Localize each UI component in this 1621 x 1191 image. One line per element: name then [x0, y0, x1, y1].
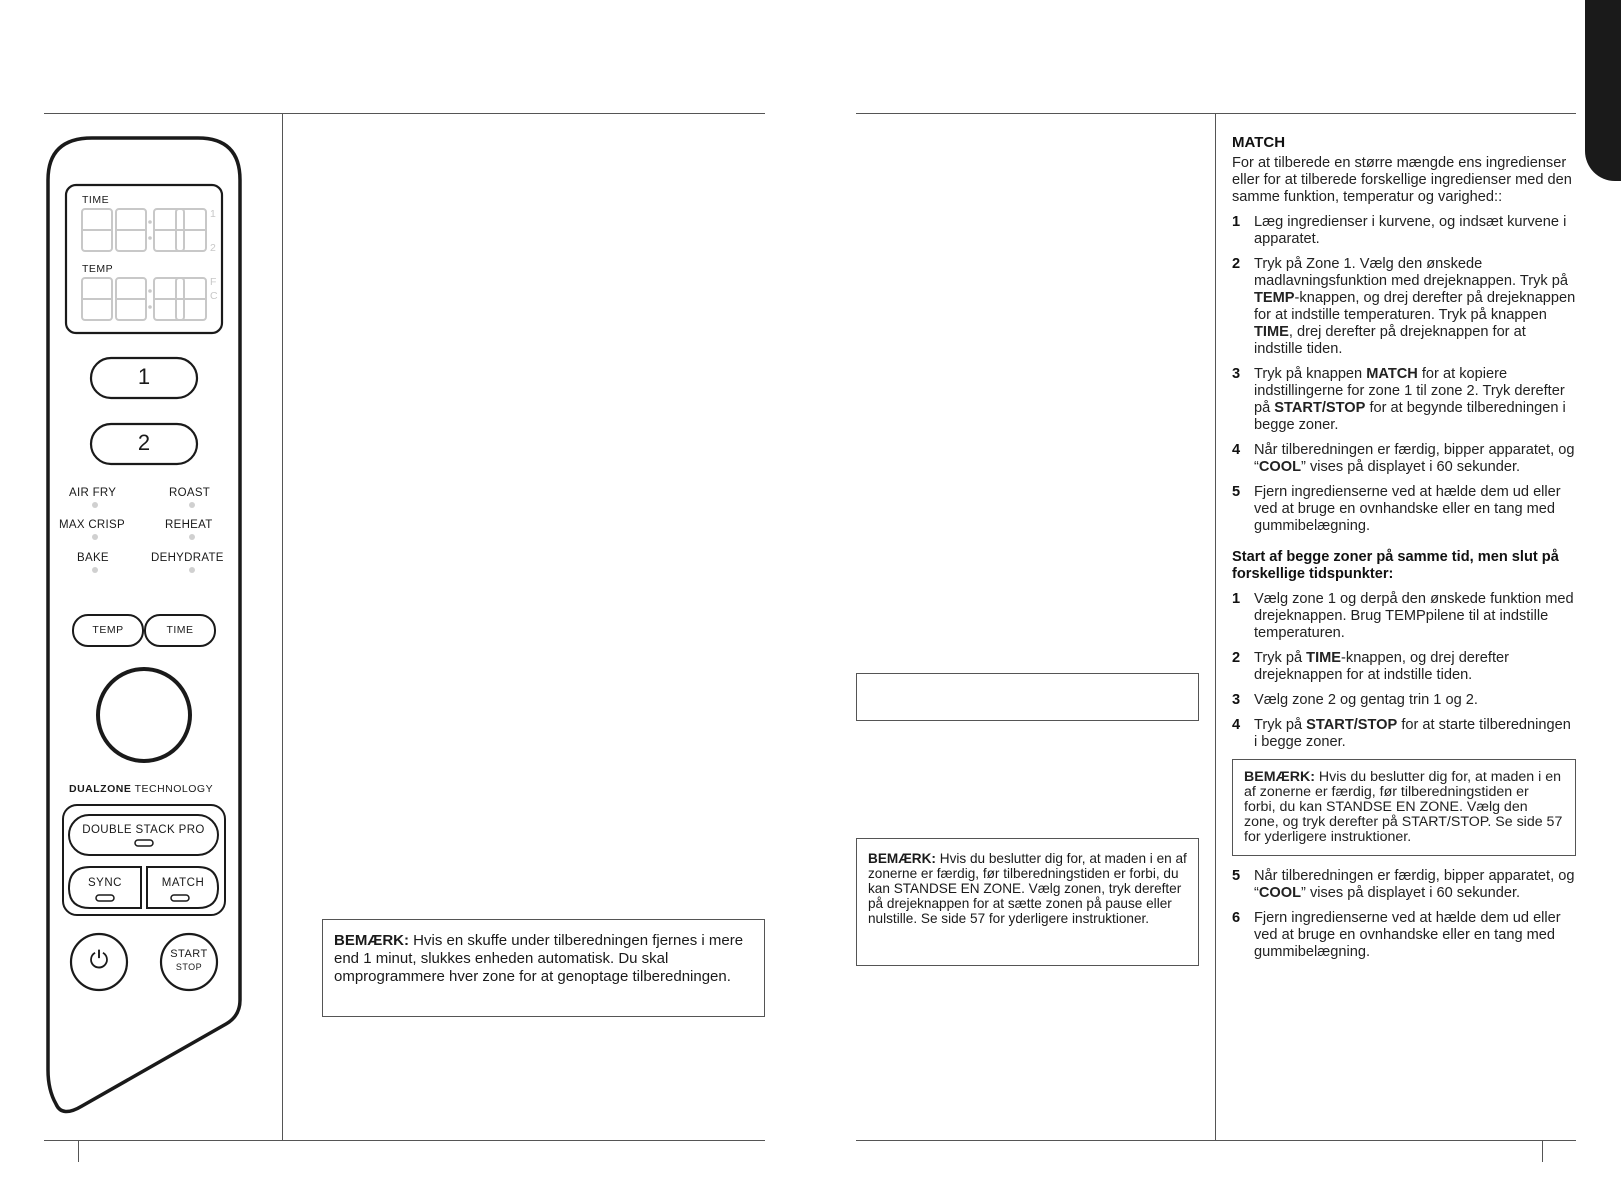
- stop-zone-note: [856, 838, 1199, 966]
- function-roast: ROAST: [169, 487, 211, 499]
- zone1-button-label: 1: [137, 364, 151, 389]
- sync-button-label: SYNC: [88, 877, 122, 889]
- temp-button-label: TEMP: [92, 624, 124, 636]
- staggered-subheading: Start af begge zoner på samme tid, men slut på forskellige tidspunkter:: [1232, 549, 1559, 582]
- dualzone-brand: [69, 783, 213, 795]
- step-number: 5: [1232, 868, 1241, 884]
- step-text-part: ” vises på displayet i 60 sekunder.: [1301, 459, 1521, 475]
- step-text-part: for at kopiere indstillingerne for zone 1 til zone 2. Tryk derefter på: [1254, 366, 1565, 416]
- match-button-label: MATCH: [161, 877, 205, 889]
- staggered-step: [1232, 591, 1576, 642]
- step-text-part: Vælg zone 1 og derpå den ønskede funktion med drejeknappen. Brug TEMPpilene til at indstille temperaturen.: [1254, 591, 1574, 641]
- stop-zone-note-right: [1232, 759, 1576, 856]
- match-step: [1232, 214, 1576, 248]
- step-bold: TEMP: [1254, 290, 1295, 306]
- match-step: [1232, 484, 1576, 535]
- step-text-part: , drej derefter på drejeknappen for at indstille tiden.: [1254, 324, 1526, 357]
- stop-label: STOP: [175, 962, 203, 972]
- note-label: BEMÆRK:: [868, 851, 936, 866]
- display-temp-label: TEMP: [82, 263, 114, 275]
- step-bold: COOL: [1258, 459, 1302, 475]
- step-text-part: Tryk på knappen: [1254, 366, 1367, 382]
- crop-mark-left: [78, 1140, 79, 1162]
- step-number: 2: [1232, 650, 1241, 666]
- step-number: 3: [1232, 692, 1241, 708]
- display-unit-f: F: [210, 276, 217, 288]
- column-divider-left: [282, 113, 283, 1141]
- match-title: MATCH: [1232, 134, 1286, 151]
- crop-mark-right: [1542, 1140, 1543, 1162]
- step-text: [1254, 717, 1576, 751]
- double-stack-pro-label: DOUBLE STACK PRO: [82, 824, 205, 836]
- step-text: [1254, 214, 1576, 248]
- step-text-part: ” vises på displayet i 60 sekunder.: [1301, 885, 1521, 901]
- step-number: 6: [1232, 910, 1241, 926]
- dualzone-brand-rest: TECHNOLOGY: [131, 783, 214, 795]
- staggered-step: [1232, 717, 1576, 751]
- step-text-part: Vælg zone 2 og gentag trin 1 og 2.: [1254, 692, 1478, 708]
- step-text: [1254, 868, 1576, 902]
- step-bold: TIME: [1254, 324, 1289, 340]
- display-zone1-mark: 1: [210, 208, 217, 220]
- match-step: [1232, 256, 1576, 358]
- staggered-step: [1232, 868, 1576, 902]
- display-unit-c: C: [210, 290, 219, 302]
- step-text-part: Fjern ingredienserne ved at hælde dem ud eller ved at bruge en ovnhandske eller en tang med gummibelægning.: [1254, 910, 1561, 960]
- step-text-part: Tryk på Zone 1. Vælg den ønskede madlavningsfunktion med drejeknappen. Tryk på: [1254, 256, 1568, 289]
- step-text: [1254, 591, 1576, 642]
- step-text: [1254, 256, 1576, 358]
- step-text: [1254, 692, 1576, 709]
- bottom-rule-left: [44, 1140, 765, 1141]
- note-text: Hvis du beslutter dig for, at maden i en af zonerne er færdig, før tilberedningstiden er forbi, du kan STANDSE EN ZONE. Vælg den zone, og tryk derefter på START/STOP. Se side 57 for yderligere instruktioner.: [1244, 769, 1563, 845]
- staggered-step: [1232, 692, 1576, 709]
- zone2-button-label: 2: [137, 430, 151, 455]
- step-bold: START/STOP: [1306, 717, 1398, 733]
- step-text: [1254, 650, 1576, 684]
- step-text-part: -knappen, og drej derefter drejeknappen for at indstille tiden.: [1254, 650, 1509, 683]
- step-text: [1254, 366, 1576, 434]
- step-bold: START/STOP: [1274, 400, 1366, 416]
- language-tab: [1585, 0, 1621, 181]
- step-number: 1: [1232, 214, 1241, 230]
- step-number: 4: [1232, 717, 1241, 733]
- match-step: [1232, 366, 1576, 434]
- match-step: [1232, 442, 1576, 476]
- power-icon: ⏻: [89, 947, 109, 974]
- step-number: 2: [1232, 256, 1241, 272]
- step-text: [1254, 910, 1576, 961]
- control-panel-outline: [0, 0, 260, 1130]
- step-bold: TIME: [1306, 650, 1342, 666]
- step-bold: COOL: [1258, 885, 1302, 901]
- note-text: Hvis en skuffe under tilberedningen fjernes i mere end 1 minut, slukkes enheden automatisk. Du skal omprogrammere hver zone for at genoptage tilberedningen.: [334, 932, 744, 985]
- staggered-step: [1232, 650, 1576, 684]
- step-number: 5: [1232, 484, 1241, 500]
- note-label: BEMÆRK:: [334, 932, 409, 949]
- step-text: [1254, 484, 1576, 535]
- function-air-fry: AIR FRY: [69, 487, 117, 499]
- function-dehydrate: DEHYDRATE: [151, 552, 224, 564]
- function-bake: BAKE: [77, 552, 109, 564]
- note-text: Hvis du beslutter dig for, at maden i en af zonerne er færdig, før tilberedningstiden er forbi, du kan STANDSE EN ZONE. Vælg zonen, tryk derefter på drejeknappen for at sætte zonen på pause eller nulstille. Se side 57 for yderligere instruktioner.: [868, 851, 1187, 926]
- note-label: BEMÆRK:: [1244, 769, 1315, 785]
- function-max-crisp: MAX CRISP: [59, 519, 125, 531]
- step-text-part: Tryk på: [1254, 717, 1307, 733]
- time-button-label: TIME: [166, 624, 194, 636]
- step-text-part: for at starte tilberedningen i begge zoner.: [1254, 717, 1571, 750]
- step-text-part: Tryk på: [1254, 650, 1307, 666]
- step-text-part: -knappen, og drej derefter på drejeknappen for at indstille temperaturen. Tryk på knappen: [1254, 290, 1576, 323]
- step-text-part: Når tilberedningen er færdig, bipper apparatet, og “: [1254, 868, 1575, 901]
- step-text-part: Læg ingredienser i kurvene, og indsæt kurvene i apparatet.: [1254, 214, 1567, 247]
- function-reheat: REHEAT: [165, 519, 213, 531]
- column-divider-right: [1215, 113, 1216, 1141]
- staggered-step: [1232, 910, 1576, 961]
- display-time-label: TIME: [82, 194, 110, 206]
- step-text-part: for at begynde tilberedningen i begge zoner.: [1254, 400, 1566, 433]
- step-bold: MATCH: [1366, 366, 1418, 382]
- control-panel-illustration: [0, 0, 260, 1130]
- step-text-part: Fjern ingredienserne ved at hælde dem ud eller ved at bruge en ovnhandske eller en tang med gummibelægning.: [1254, 484, 1561, 534]
- step-text: [1254, 442, 1576, 476]
- step-number: 3: [1232, 366, 1241, 382]
- display-zone2-mark: 2: [210, 242, 217, 254]
- drawer-removal-note: [322, 919, 765, 1017]
- step-number: 1: [1232, 591, 1241, 607]
- step-number: 4: [1232, 442, 1241, 458]
- match-intro: For at tilberede en større mængde ens ingredienser eller for at tilberede forskellige ingredienser med den samme funktion, temperatur og varighed::: [1232, 155, 1572, 205]
- empty-box: [856, 673, 1199, 721]
- match-section: [1232, 134, 1576, 969]
- start-label: START: [170, 948, 208, 960]
- dualzone-brand-bold: DUALZONE: [69, 783, 132, 795]
- step-text-part: Når tilberedningen er færdig, bipper apparatet, og “: [1254, 442, 1575, 475]
